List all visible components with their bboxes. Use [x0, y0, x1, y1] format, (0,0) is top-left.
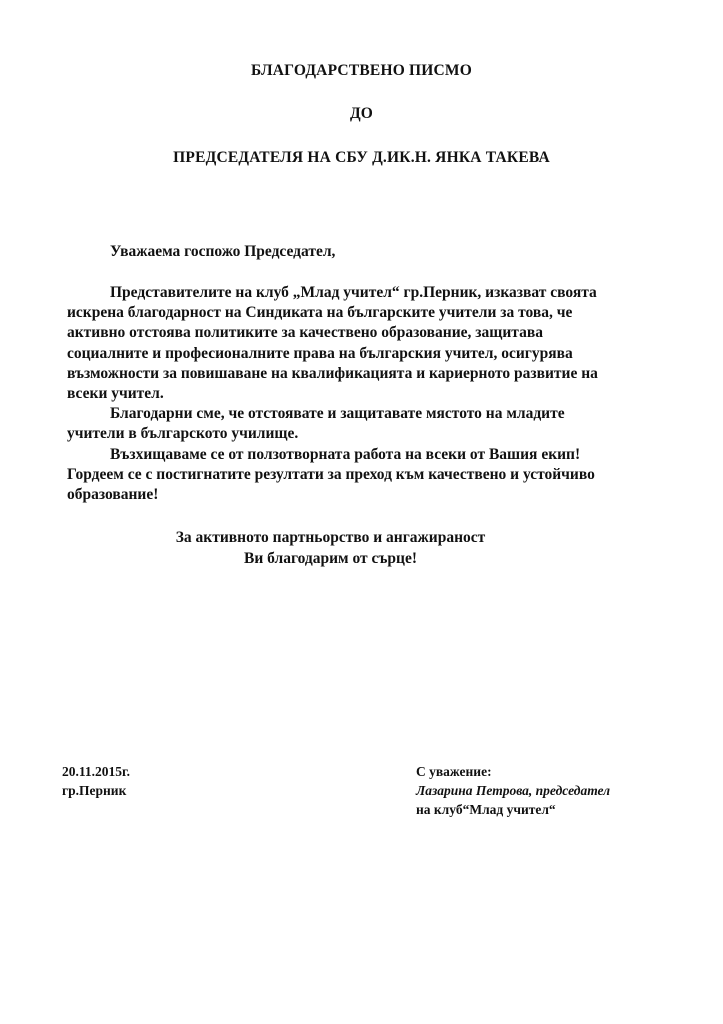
body-line: учители в българското училище. [67, 425, 299, 443]
closing-line: Ви благодарим от сърце! [243, 550, 418, 567]
date-place-block [62, 762, 130, 800]
letter-recipient: ПРЕДСЕДАТЕЛЯ НА СБУ Д.ИК.Н. ЯНКА ТАКЕВА [173, 149, 550, 166]
body-line: Благодарни сме, че отстоявате и защитавате мястото на младите [110, 405, 565, 423]
letter-place: гр.Перник [62, 783, 127, 798]
body-line: социалните и професионалните права на българския учител, осигурява [67, 344, 573, 362]
body-line: активно отстоява политиките за качествено образование, защитава [67, 324, 543, 342]
salutation: Уважаема госпожо Председател, [110, 243, 336, 260]
closing [0, 527, 661, 569]
letter-body [67, 283, 667, 505]
body-line: искрена благодарност на Синдиката на българските учители за това, че [67, 304, 573, 322]
body-line: Възхищаваме се от ползотворната работа на всеки от Вашия екип! [110, 445, 581, 463]
body-line: Гордеем се с постигнатите резултати за преход към качествено и устойчиво [67, 465, 595, 483]
body-line: Представителите на клуб „Млад учител“ гр.Перник, изказват своята [110, 284, 597, 301]
regards-label: С уважение: [416, 764, 492, 779]
letter-date: 20.11.2015г. [62, 764, 130, 779]
closing-line: За активното партньорство и ангажираност [175, 529, 486, 546]
letter-title: БЛАГОДАРСТВЕНО ПИСМО [250, 62, 473, 79]
body-line: възможности за повишаване на квалификацията и кариерното развитие на [67, 364, 598, 382]
signatory-name: Лазарина Петрова, председател [416, 783, 611, 798]
signature-block [416, 762, 610, 819]
body-line: образование! [67, 486, 159, 504]
signatory-club: на клуб“Млад учител“ [416, 802, 556, 817]
body-line: всеки учител. [67, 385, 164, 403]
letter-title-to: ДО [349, 105, 374, 122]
